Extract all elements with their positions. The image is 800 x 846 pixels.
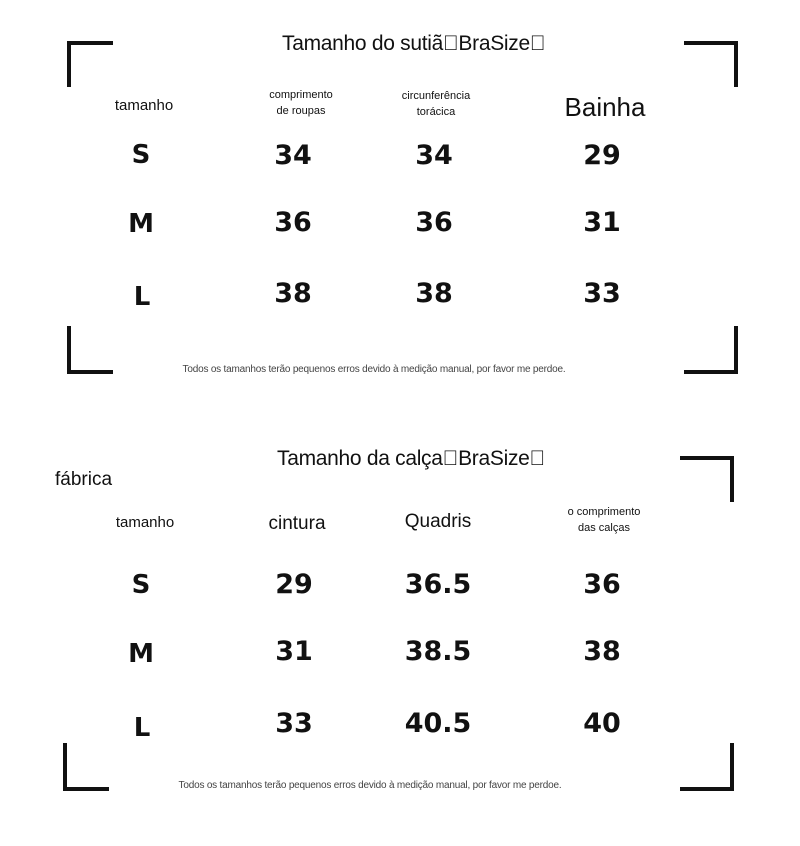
pants-header-length-text: o comprimento das calças bbox=[567, 506, 641, 534]
corner-top-right-2 bbox=[680, 456, 734, 502]
bra-row-l-size: L bbox=[133, 282, 151, 312]
corner-top-right bbox=[684, 41, 738, 87]
bra-row-m-hem: 31 bbox=[583, 207, 621, 238]
bra-row-m-length: 36 bbox=[274, 207, 312, 238]
corner-bottom-right-2 bbox=[680, 743, 734, 791]
bra-header-chest-text: circunferência torácica bbox=[401, 90, 471, 118]
pants-header-size: tamanho bbox=[115, 514, 175, 531]
fabric-label: fábrica bbox=[55, 469, 113, 490]
pants-row-s-waist: 29 bbox=[275, 569, 313, 600]
corner-bottom-left bbox=[67, 326, 113, 374]
corner-top-left bbox=[67, 41, 113, 87]
pants-row-s-hips: 36.5 bbox=[404, 569, 472, 600]
bra-table-note: Todos os tamanhos terão pequenos erros devido à medição manual, por favor me perdoe. bbox=[182, 364, 566, 375]
pants-table-note: Todos os tamanhos terão pequenos erros devido à medição manual, por favor me perdoe. bbox=[178, 780, 562, 791]
bra-row-m-chest: 36 bbox=[415, 207, 453, 238]
bra-row-s-length: 34 bbox=[274, 140, 312, 171]
bra-header-hem: Bainha bbox=[564, 92, 646, 122]
bra-table-title bbox=[282, 32, 545, 56]
pants-header-hips: Quadris bbox=[404, 511, 472, 532]
bra-row-s-hem: 29 bbox=[583, 140, 621, 171]
pants-header-length bbox=[568, 504, 641, 536]
bra-header-length bbox=[269, 87, 333, 119]
bra-row-s-size: S bbox=[131, 140, 151, 170]
pants-row-s-size: S bbox=[131, 570, 151, 600]
corner-bottom-left-2 bbox=[63, 743, 109, 791]
pants-row-l-size: L bbox=[133, 713, 151, 743]
bra-row-l-chest: 38 bbox=[415, 278, 453, 309]
bra-header-size: tamanho bbox=[114, 97, 174, 114]
pants-row-m-size: M bbox=[128, 639, 154, 669]
pants-row-l-hips: 40.5 bbox=[404, 708, 472, 739]
pants-table-title bbox=[277, 447, 545, 471]
bra-title-text: Tamanho do sutiã BraSize  bbox=[282, 32, 546, 55]
pants-row-s-length: 36 bbox=[583, 569, 621, 600]
pants-title-text: Tamanho da calça BraSize  bbox=[277, 447, 545, 470]
pants-row-m-waist: 31 bbox=[275, 636, 313, 667]
pants-header-waist: cintura bbox=[268, 513, 326, 534]
bra-row-s-chest: 34 bbox=[415, 140, 453, 171]
pants-row-l-length: 40 bbox=[583, 708, 621, 739]
bra-row-l-length: 38 bbox=[274, 278, 312, 309]
pants-row-m-length: 38 bbox=[583, 636, 621, 667]
bra-row-l-hem: 33 bbox=[583, 278, 621, 309]
bra-header-chest bbox=[402, 88, 470, 120]
pants-row-l-waist: 33 bbox=[275, 708, 313, 739]
bra-row-m-size: M bbox=[128, 209, 154, 239]
pants-row-m-hips: 38.5 bbox=[404, 636, 472, 667]
bra-header-length-text: comprimento de roupas bbox=[269, 89, 333, 117]
corner-bottom-right bbox=[684, 326, 738, 374]
